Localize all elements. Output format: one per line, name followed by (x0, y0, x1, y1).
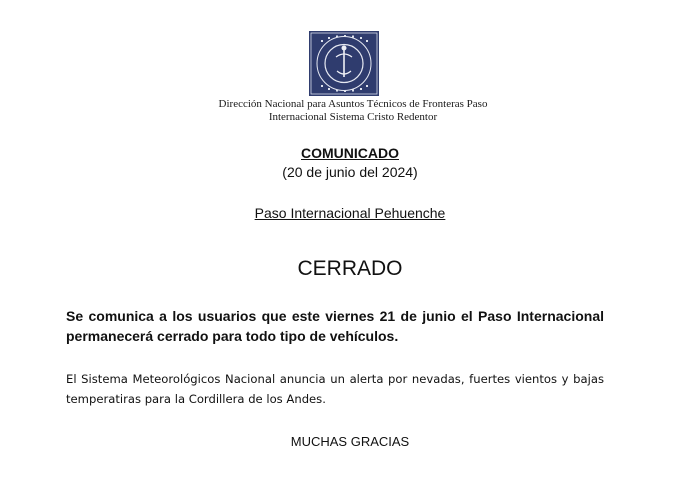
border-crossing-name: Paso Internacional Pehuenche (254, 205, 446, 221)
organization-name-line-1: Dirección Nacional para Asuntos Técnicos de Fronteras Paso (218, 98, 488, 110)
closing-thanks: MUCHAS GRACIAS (290, 434, 410, 449)
notice-date: (20 de junio del 2024) (282, 164, 418, 180)
crossing-status: CERRADO (297, 257, 403, 280)
organization-name-line-2: Internacional Sistema Cristo Redentor (268, 111, 438, 123)
national-seal-icon (309, 31, 379, 96)
notice-heading: COMUNICADO (301, 145, 399, 161)
closure-announcement: Se comunica a los usuarios que este viernes 21 de junio el Paso Internacional permanecerá cerrado para todo tipo de vehículos. (66, 308, 604, 344)
weather-alert-paragraph: El Sistema Meteorológicos Nacional anuncia un alerta por nevadas, fuertes vientos y bajas temperatiras para la Cordillera de los Andes. (66, 372, 604, 406)
